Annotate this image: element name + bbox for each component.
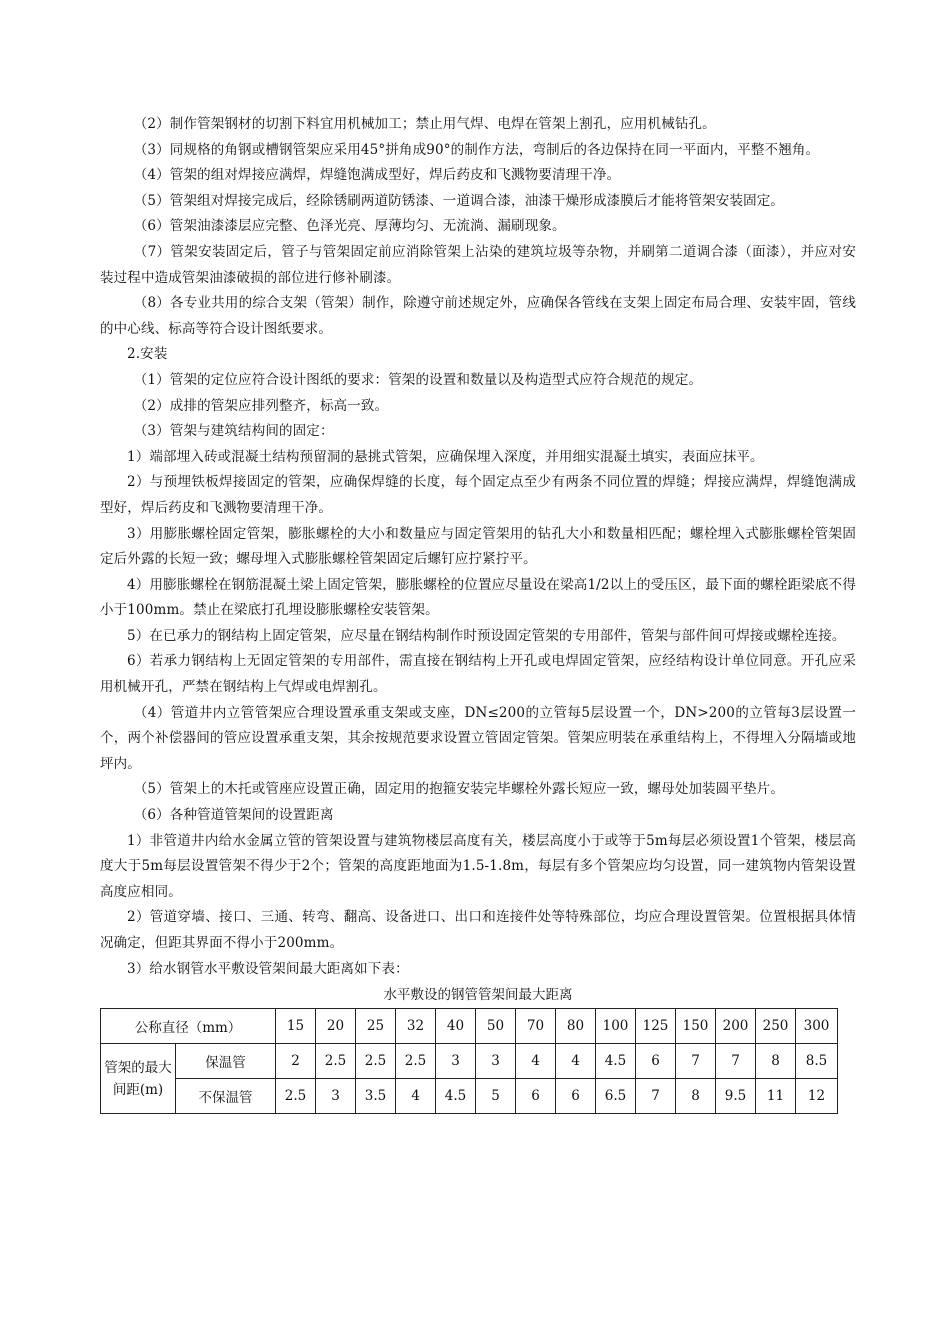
row-label-cell: 不保温管 [176, 1079, 276, 1114]
paragraph: （2）制作管架钢材的切割下料宜用机械加工；禁止用气焊、电焊在管架上割孔，应用机械钻孔。 [133, 116, 716, 132]
paragraph: 2）管道穿墙、接口、三通、转弯、翻高、设备进口、出口和连接件处等特殊部位，均应合理设置管架。位置根据具体情况确定，但距其界面不得小于200mm。 [100, 909, 856, 951]
diameter-cell: 40 [436, 1009, 476, 1044]
paragraph: 1）端部埋入砖或混凝土结构预留洞的悬挑式管架，应确保埋入深度，并用细实混凝土填实，表面应抹平。 [127, 448, 764, 465]
paragraph: （5）管架上的木托或管座应设置正确，固定用的抱箍安装完毕螺栓外露长短应一致，螺母处加装圆平垫片。 [133, 781, 785, 798]
value-cell: 2.5 [276, 1079, 316, 1114]
paragraph: （4）管道井内立管管架应合理设置承重支架或支座，DN≤200的立管每5层设置一个，DN>200的立管每3层设置一个，两个补偿器间的管应设置承重支架，其余按规范要求设置立管固定管架。管架应明装在承重结构上，不得埋入分隔墙或地坪内。 [100, 704, 856, 772]
value-cell: 9.5 [716, 1079, 756, 1114]
value-cell: 8 [676, 1079, 716, 1114]
value-cell: 5 [476, 1079, 516, 1114]
paragraph: 3）用膨胀螺栓固定管架，膨胀螺栓的大小和数量应与固定管架用的钻孔大小和数量相匹配；螺栓埋入式膨胀螺栓管架固定后外露的长短一致；螺母埋入式膨胀螺栓管架固定后螺钉应拧紧拧平。 [100, 525, 856, 568]
pipe-support-spacing-table [100, 1008, 838, 1114]
value-cell: 4.5 [596, 1044, 636, 1079]
group-label-line: 管架的最大 [104, 1059, 172, 1076]
value-cell: 12 [796, 1079, 838, 1114]
diameter-cell: 100 [596, 1009, 636, 1044]
value-cell: 4 [516, 1044, 556, 1079]
paragraph: （1）管架的定位应符合设计图纸的要求：管架的设置和数量以及构造型式应符合规范的规定。 [133, 371, 703, 388]
header-label-cell: 公称直径（mm） [101, 1009, 276, 1044]
value-cell: 2.5 [356, 1044, 396, 1079]
diameter-cell: 150 [676, 1009, 716, 1044]
value-cell: 4 [396, 1079, 436, 1114]
paragraph: （8）各专业共用的综合支架（管架）制作，除遵守前述规定外，应确保各管线在支架上固定布局合理、安装牢固，管线的中心线、标高等符合设计图纸要求。 [100, 295, 856, 337]
group-label-line: 间距(m) [112, 1081, 164, 1098]
value-cell: 7 [636, 1079, 676, 1114]
document-page [100, 112, 856, 1114]
table-header-row [101, 1009, 838, 1044]
diameter-cell: 300 [796, 1009, 838, 1044]
value-cell: 8.5 [796, 1044, 838, 1079]
table-row [101, 1079, 838, 1114]
table-caption: 水平敷设的钢管管架间最大距离 [383, 987, 573, 1004]
paragraph: （6）各种管道管架间的设置距离 [133, 807, 334, 824]
value-cell: 8 [756, 1044, 796, 1079]
value-cell: 7 [716, 1044, 756, 1079]
value-cell: 3.5 [356, 1079, 396, 1114]
diameter-cell: 50 [476, 1009, 516, 1044]
diameter-cell: 25 [356, 1009, 396, 1044]
paragraph: （4）管架的组对焊接应满焊，焊缝饱满成型好，焊后药皮和飞溅物要清理干净。 [133, 167, 621, 184]
value-cell: 6 [516, 1079, 556, 1114]
value-cell: 2.5 [396, 1044, 436, 1079]
paragraph: 5）在已承力的钢结构上固定管架，应尽量在钢结构制作时预设固定管架的专用部件，管架与部件间可焊接或螺栓连接。 [127, 627, 846, 644]
value-cell: 2 [276, 1044, 316, 1079]
value-cell: 11 [756, 1079, 796, 1114]
diameter-cell: 32 [396, 1009, 436, 1044]
diameter-cell: 250 [756, 1009, 796, 1044]
value-cell: 3 [316, 1079, 356, 1114]
group-label-cell [101, 1044, 176, 1114]
value-cell: 4 [556, 1044, 596, 1079]
section-heading: 2.安装 [127, 346, 168, 363]
value-cell: 7 [676, 1044, 716, 1079]
paragraph: 2）与预埋铁板焊接固定的管架，应确保焊缝的长度，每个固定点至少有两条不同位置的焊缝；焊接应满焊，焊缝饱满成型好，焊后药皮和飞溅物要清理干净。 [100, 474, 856, 516]
row-label-cell: 保温管 [176, 1044, 276, 1079]
diameter-cell: 15 [276, 1009, 316, 1044]
diameter-cell: 20 [316, 1009, 356, 1044]
value-cell: 6 [636, 1044, 676, 1079]
paragraph: （5）管架组对焊接完成后，经除锈刷两道防锈漆、一道调合漆，油漆干燥形成漆膜后才能将管架安装固定。 [133, 192, 785, 209]
paragraph: （3）同规格的角钢或槽钢管架应采用45°拼角成90°的制作方法，弯制后的各边保持在同一平面内，平整不翘角。 [133, 141, 820, 158]
paragraph: 4）用膨胀螺栓在钢筋混凝土梁上固定管架，膨胀螺栓的位置应尽量设在梁高1/2以上的受压区，最下面的螺栓距梁底不得小于100mm。禁止在梁底打孔埋设膨胀螺栓安装管架。 [100, 576, 856, 619]
table-row [101, 1044, 838, 1079]
value-cell: 2.5 [316, 1044, 356, 1079]
paragraph: （3）管架与建筑结构间的固定： [133, 423, 334, 440]
paragraph: （2）成排的管架应排列整齐，标高一致。 [133, 397, 389, 414]
diameter-cell: 80 [556, 1009, 596, 1044]
value-cell: 6 [556, 1079, 596, 1114]
value-cell: 3 [476, 1044, 516, 1079]
diameter-cell: 70 [516, 1009, 556, 1044]
diameter-cell: 200 [716, 1009, 756, 1044]
paragraph: 3）给水钢管水平敷设管架间最大距离如下表： [127, 960, 409, 977]
paragraph: （6）管架油漆漆层应完整、色泽光亮、厚薄均匀、无流淌、漏刷现象。 [133, 218, 566, 235]
value-cell: 4.5 [436, 1079, 476, 1114]
value-cell: 3 [436, 1044, 476, 1079]
value-cell: 6.5 [596, 1079, 636, 1114]
paragraph: 6）若承力钢结构上无固定管架的专用部件，需直接在钢结构上开孔或电焊固定管架，应经结构设计单位同意。开孔应采用机械开孔，严禁在钢结构上气焊或电焊割孔。 [100, 653, 856, 696]
paragraph: （7）管架安装固定后，管子与管架固定前应消除管架上沾染的建筑垃圾等杂物，并刷第二道调合漆（面漆），并应对安装过程中造成管架油漆破损的部位进行修补刷漆。 [100, 243, 856, 286]
diameter-cell: 125 [636, 1009, 676, 1044]
paragraph: 1）非管道井内给水金属立管的管架设置与建筑物楼层高度有关，楼层高度小于或等于5m每层必须设置1个管架，楼层高度大于5m每层设置管架不得少于2个；管架的高度距地面为1.5-1.8m，每层有多个管架应均匀设置，同一建筑物内管架设置高度应相同。 [100, 832, 856, 900]
